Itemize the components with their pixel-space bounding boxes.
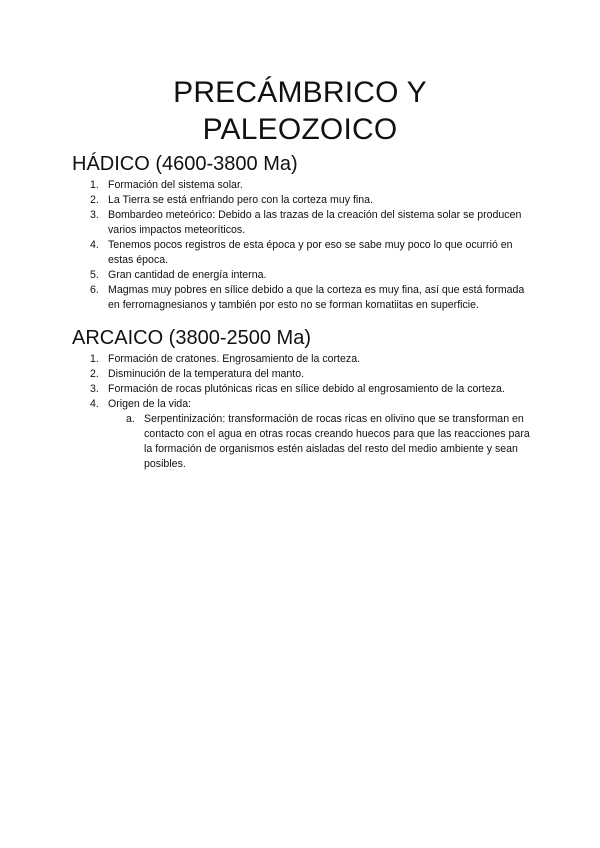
list-item-text: Formación del sistema solar.	[108, 179, 243, 191]
list-item-text: Gran cantidad de energía interna.	[108, 269, 267, 281]
list-number: 3.	[90, 209, 99, 221]
list-item-text: La Tierra se está enfriando pero con la corteza muy fina.	[108, 194, 373, 206]
numbered-list	[72, 178, 532, 313]
list-item	[72, 397, 532, 472]
title-line-2: PALEOZOICO	[202, 113, 398, 146]
list-item-text: Formación de cratones. Engrosamiento de la corteza.	[108, 353, 361, 365]
list-item	[72, 268, 532, 283]
list-number: 4.	[90, 239, 99, 251]
list-item	[72, 178, 532, 193]
list-item	[72, 283, 532, 313]
list-number: 5.	[90, 269, 99, 281]
list-item	[72, 367, 532, 382]
list-number: 3.	[90, 383, 99, 395]
page-title	[0, 74, 600, 148]
list-item	[72, 352, 532, 367]
list-item	[72, 193, 532, 208]
list-number: 2.	[90, 194, 99, 206]
numbered-list	[72, 352, 532, 472]
section-heading: ARCAICO (3800-2500 Ma)	[72, 327, 311, 349]
list-item	[72, 208, 532, 238]
list-item-text: Origen de la vida:	[108, 398, 192, 410]
list-item	[72, 382, 532, 397]
section-arcaico	[72, 326, 532, 472]
list-item-text: Tenemos pocos registros de esta época y por eso se sabe muy poco lo que ocurrió en estas época.	[108, 239, 513, 266]
sublist-item-text: Serpentinización: transformación de rocas ricas en olivino que se transforman en contacto con el agua en otras rocas creando huecos para que las reacciones para la formación de organismos estén aisladas del resto del medio ambiente y sean posibles.	[144, 413, 530, 470]
list-item-text: Bombardeo meteórico: Debido a las trazas de la creación del sistema solar se producen varios impactos meteoríticos.	[108, 209, 522, 236]
title-line-1: PRECÁMBRICO Y	[173, 76, 427, 109]
list-number: 4.	[90, 398, 99, 410]
section-hadico	[72, 152, 532, 313]
lettered-sublist	[108, 412, 532, 472]
list-number: 2.	[90, 368, 99, 380]
list-item	[72, 238, 532, 268]
list-number: 1.	[90, 353, 99, 365]
list-number: 6.	[90, 284, 99, 296]
sublist-letter: a.	[126, 413, 135, 425]
list-item-text: Disminución de la temperatura del manto.	[108, 368, 305, 380]
section-heading: HÁDICO (4600-3800 Ma)	[72, 153, 298, 175]
list-item-text: Formación de rocas plutónicas ricas en sílice debido al engrosamiento de la corteza.	[108, 383, 505, 395]
list-item-text: Magmas muy pobres en sílice debido a que la corteza es muy fina, así que está formada en ferromagnesianos y también por esto no se forman komatiitas en superficie.	[108, 284, 525, 311]
sublist-item	[108, 412, 532, 472]
list-number: 1.	[90, 179, 99, 191]
